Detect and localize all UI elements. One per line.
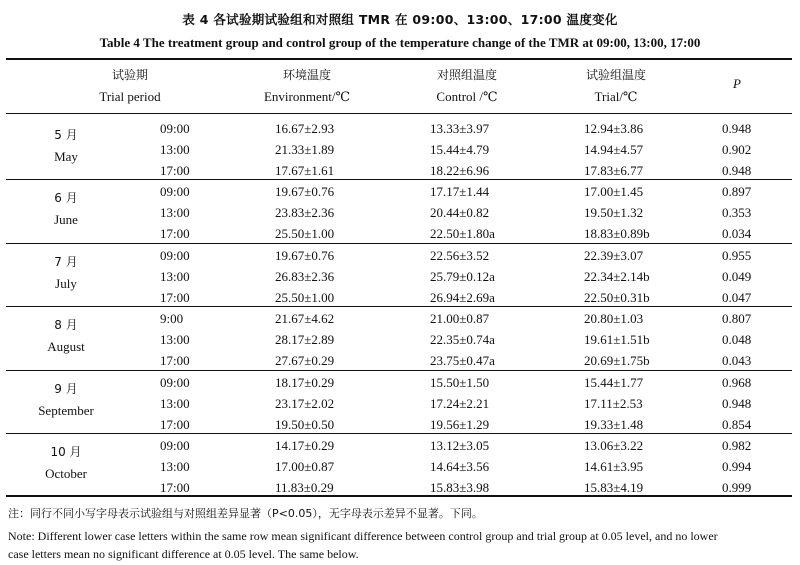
column-header-4: [697, 73, 777, 95]
table-cell: 11.83±0.29: [275, 480, 334, 495]
table-cell: 19.33±1.48: [584, 416, 644, 432]
month-zh: 9 月: [54, 381, 78, 396]
column-header-2: [392, 64, 542, 108]
table-cell: 14.94±4.57: [584, 142, 644, 157]
table-cell: 17.24±2.21: [430, 395, 490, 411]
table-cell: 0.999: [722, 480, 752, 495]
table-cell: 22.56±3.52: [430, 247, 490, 263]
table-cell: 13:00: [160, 268, 190, 284]
table-cell: 19.67±0.76: [275, 184, 335, 200]
table-cell: 09:00: [160, 374, 190, 390]
column-header-zh: 环境温度: [282, 68, 331, 82]
month-label: [6, 314, 126, 358]
table-cell: 0.994: [722, 459, 752, 474]
month-en: October: [45, 466, 87, 481]
table-cell: 17.11±2.53: [584, 395, 643, 411]
group-divider: [6, 243, 792, 244]
table-cell: 15.44±1.77: [584, 374, 644, 390]
group-divider: [6, 179, 792, 180]
table-cell: 23.17±2.02: [275, 395, 335, 411]
table-cell: 18.17±0.29: [275, 374, 335, 390]
month-label: [6, 187, 126, 231]
table-cell: 12.94±3.86: [584, 121, 644, 136]
table-cell: 17:00: [160, 480, 190, 495]
table-cell: 17.17±1.44: [430, 184, 490, 200]
table-cell: 27.67±0.29: [275, 353, 335, 369]
table-cell: 0.968: [722, 374, 752, 390]
table-cell: 0.902: [722, 142, 752, 157]
column-header-en: Environment/℃: [263, 89, 351, 104]
table-cell: 13:00: [160, 395, 190, 411]
table-cell: 17.00±1.45: [584, 184, 644, 200]
table-cell: 15.44±4.79: [430, 142, 490, 157]
group-divider: [6, 433, 792, 434]
table-cell: 21.33±1.89: [275, 142, 335, 157]
table-caption-zh: 表 4 各试验期试验组和对照组 TMR 在 09:00、13:00、17:00 温度变化: [182, 12, 618, 27]
table-cell: 09:00: [160, 121, 190, 136]
table-cell: 19.61±1.51b: [584, 332, 650, 348]
month-zh: 5 月: [54, 128, 78, 142]
month-en: September: [38, 402, 94, 418]
month-label: [6, 378, 126, 422]
column-header-1: [222, 64, 392, 108]
table-cell: 28.17±2.89: [275, 332, 335, 348]
top-rule: [6, 58, 792, 60]
table-cell: 25.79±0.12a: [430, 268, 495, 284]
table-cell: 0.948: [722, 121, 752, 136]
table-cell: 14.64±3.56: [430, 459, 490, 474]
month-zh: 8 月: [54, 318, 78, 333]
table-cell: 18.83±0.89b: [584, 226, 650, 242]
table-cell: 17.00±0.87: [275, 459, 335, 474]
column-header-zh: 试验期: [111, 68, 148, 82]
table-cell: 25.50±1.00: [275, 226, 335, 242]
table-cell: 22.34±2.14b: [584, 268, 650, 284]
table-cell: 25.50±1.00: [275, 289, 335, 305]
column-header-en: Trial/℃: [594, 89, 638, 104]
table-cell: 22.39±3.07: [584, 247, 644, 263]
table-cell: 19.50±0.50: [275, 416, 335, 432]
table-cell: 13.06±3.22: [584, 438, 644, 453]
column-header-zh: 对照组温度: [436, 68, 497, 82]
column-header-en: P: [733, 76, 741, 91]
column-header-3: [541, 64, 691, 108]
table-cell: 0.854: [722, 416, 752, 432]
table-cell: 17:00: [160, 226, 190, 242]
table-cell: 15.83±4.19: [584, 480, 644, 495]
month-zh: 10 月: [50, 445, 82, 459]
table-cell: 16.67±2.93: [275, 121, 335, 136]
table-cell: 19.50±1.32: [584, 205, 644, 221]
table-cell: 14.61±3.95: [584, 459, 644, 474]
table-cell: 23.83±2.36: [275, 205, 335, 221]
table-cell: 13:00: [160, 205, 190, 221]
table-cell: 13:00: [160, 142, 190, 157]
table-cell: 17:00: [160, 289, 190, 305]
table-cell: 17.67±1.61: [275, 163, 335, 178]
table-cell: 23.75±0.47a: [430, 353, 495, 369]
month-en: August: [47, 339, 85, 355]
table-cell: 0.047: [722, 289, 752, 305]
table-cell: 20.69±1.75b: [584, 353, 650, 369]
table-cell: 26.94±2.69a: [430, 289, 495, 305]
note-zh: 注：同行不同小写字母表示试验组与对照组差异显著（P<0.05），无字母表示差异不显著。下同。: [8, 507, 483, 520]
column-header-en: Control /℃: [436, 89, 498, 104]
table-cell: 15.50±1.50: [430, 374, 490, 390]
table-cell: 22.35±0.74a: [430, 332, 495, 348]
table-cell: 19.56±1.29: [430, 416, 490, 432]
month-zh: 6 月: [54, 191, 78, 206]
header-rule: [6, 113, 792, 114]
table-cell: 20.44±0.82: [430, 205, 490, 221]
table-cell: 14.17±0.29: [275, 438, 335, 453]
group-divider: [6, 370, 792, 371]
table-cell: 0.955: [722, 247, 752, 263]
table-cell: 17:00: [160, 416, 190, 432]
month-label: [6, 251, 126, 295]
table-cell: 17:00: [160, 353, 190, 369]
table-cell: 0.897: [722, 184, 752, 200]
table-cell: 22.50±1.80a: [430, 226, 495, 242]
table-cell: 18.22±6.96: [430, 163, 490, 178]
table-cell: 0.034: [722, 226, 752, 242]
month-en: May: [54, 149, 78, 164]
column-header-en: Trial period: [99, 89, 161, 104]
table-cell: 21.00±0.87: [430, 311, 490, 327]
table-cell: 22.50±0.31b: [584, 289, 650, 305]
table-cell: 13:00: [160, 459, 190, 474]
table-cell: 09:00: [160, 438, 190, 453]
table-cell: 0.948: [722, 395, 752, 411]
table-cell: 17:00: [160, 163, 190, 178]
table-cell: 0.353: [722, 205, 752, 221]
bottom-rule: [6, 495, 792, 497]
table-cell: 09:00: [160, 184, 190, 200]
table-cell: 13:00: [160, 332, 190, 348]
column-header-zh: 试验组温度: [585, 68, 646, 82]
table-cell: 9:00: [160, 311, 184, 327]
table-cell: 21.67±4.62: [275, 311, 335, 327]
month-label: [6, 124, 126, 168]
table-cell: 0.048: [722, 332, 752, 348]
note-en-line1: Note: Different lower case letters within the same row mean significant difference between control group and trial group at 0.05 level, and no lower: [8, 529, 718, 543]
table-cell: 0.982: [722, 438, 752, 453]
month-zh: 7 月: [54, 254, 78, 269]
month-en: July: [55, 275, 77, 291]
table-cell: 13.12±3.05: [430, 438, 490, 453]
table-cell: 26.83±2.36: [275, 268, 335, 284]
group-divider: [6, 306, 792, 307]
table-cell: 0.807: [722, 311, 752, 327]
table-caption-en: Table 4 The treatment group and control group of the temperature change of the TMR at 09:00, 13:00, 17:00: [99, 35, 701, 50]
month-en: June: [54, 212, 78, 228]
table-cell: 0.043: [722, 353, 752, 369]
month-label: [6, 441, 126, 485]
table-cell: 0.948: [722, 163, 752, 178]
table-cell: 0.049: [722, 268, 752, 284]
table-cell: 19.67±0.76: [275, 247, 335, 263]
table-cell: 09:00: [160, 247, 190, 263]
table-cell: 15.83±3.98: [430, 480, 490, 495]
column-header-0: [30, 64, 230, 108]
table-cell: 17.83±6.77: [584, 163, 644, 178]
table-cell: 13.33±3.97: [430, 121, 490, 136]
note-en-line2: case letters mean no significant difference at 0.05 level. The same below.: [8, 547, 359, 561]
table-cell: 20.80±1.03: [584, 311, 644, 327]
